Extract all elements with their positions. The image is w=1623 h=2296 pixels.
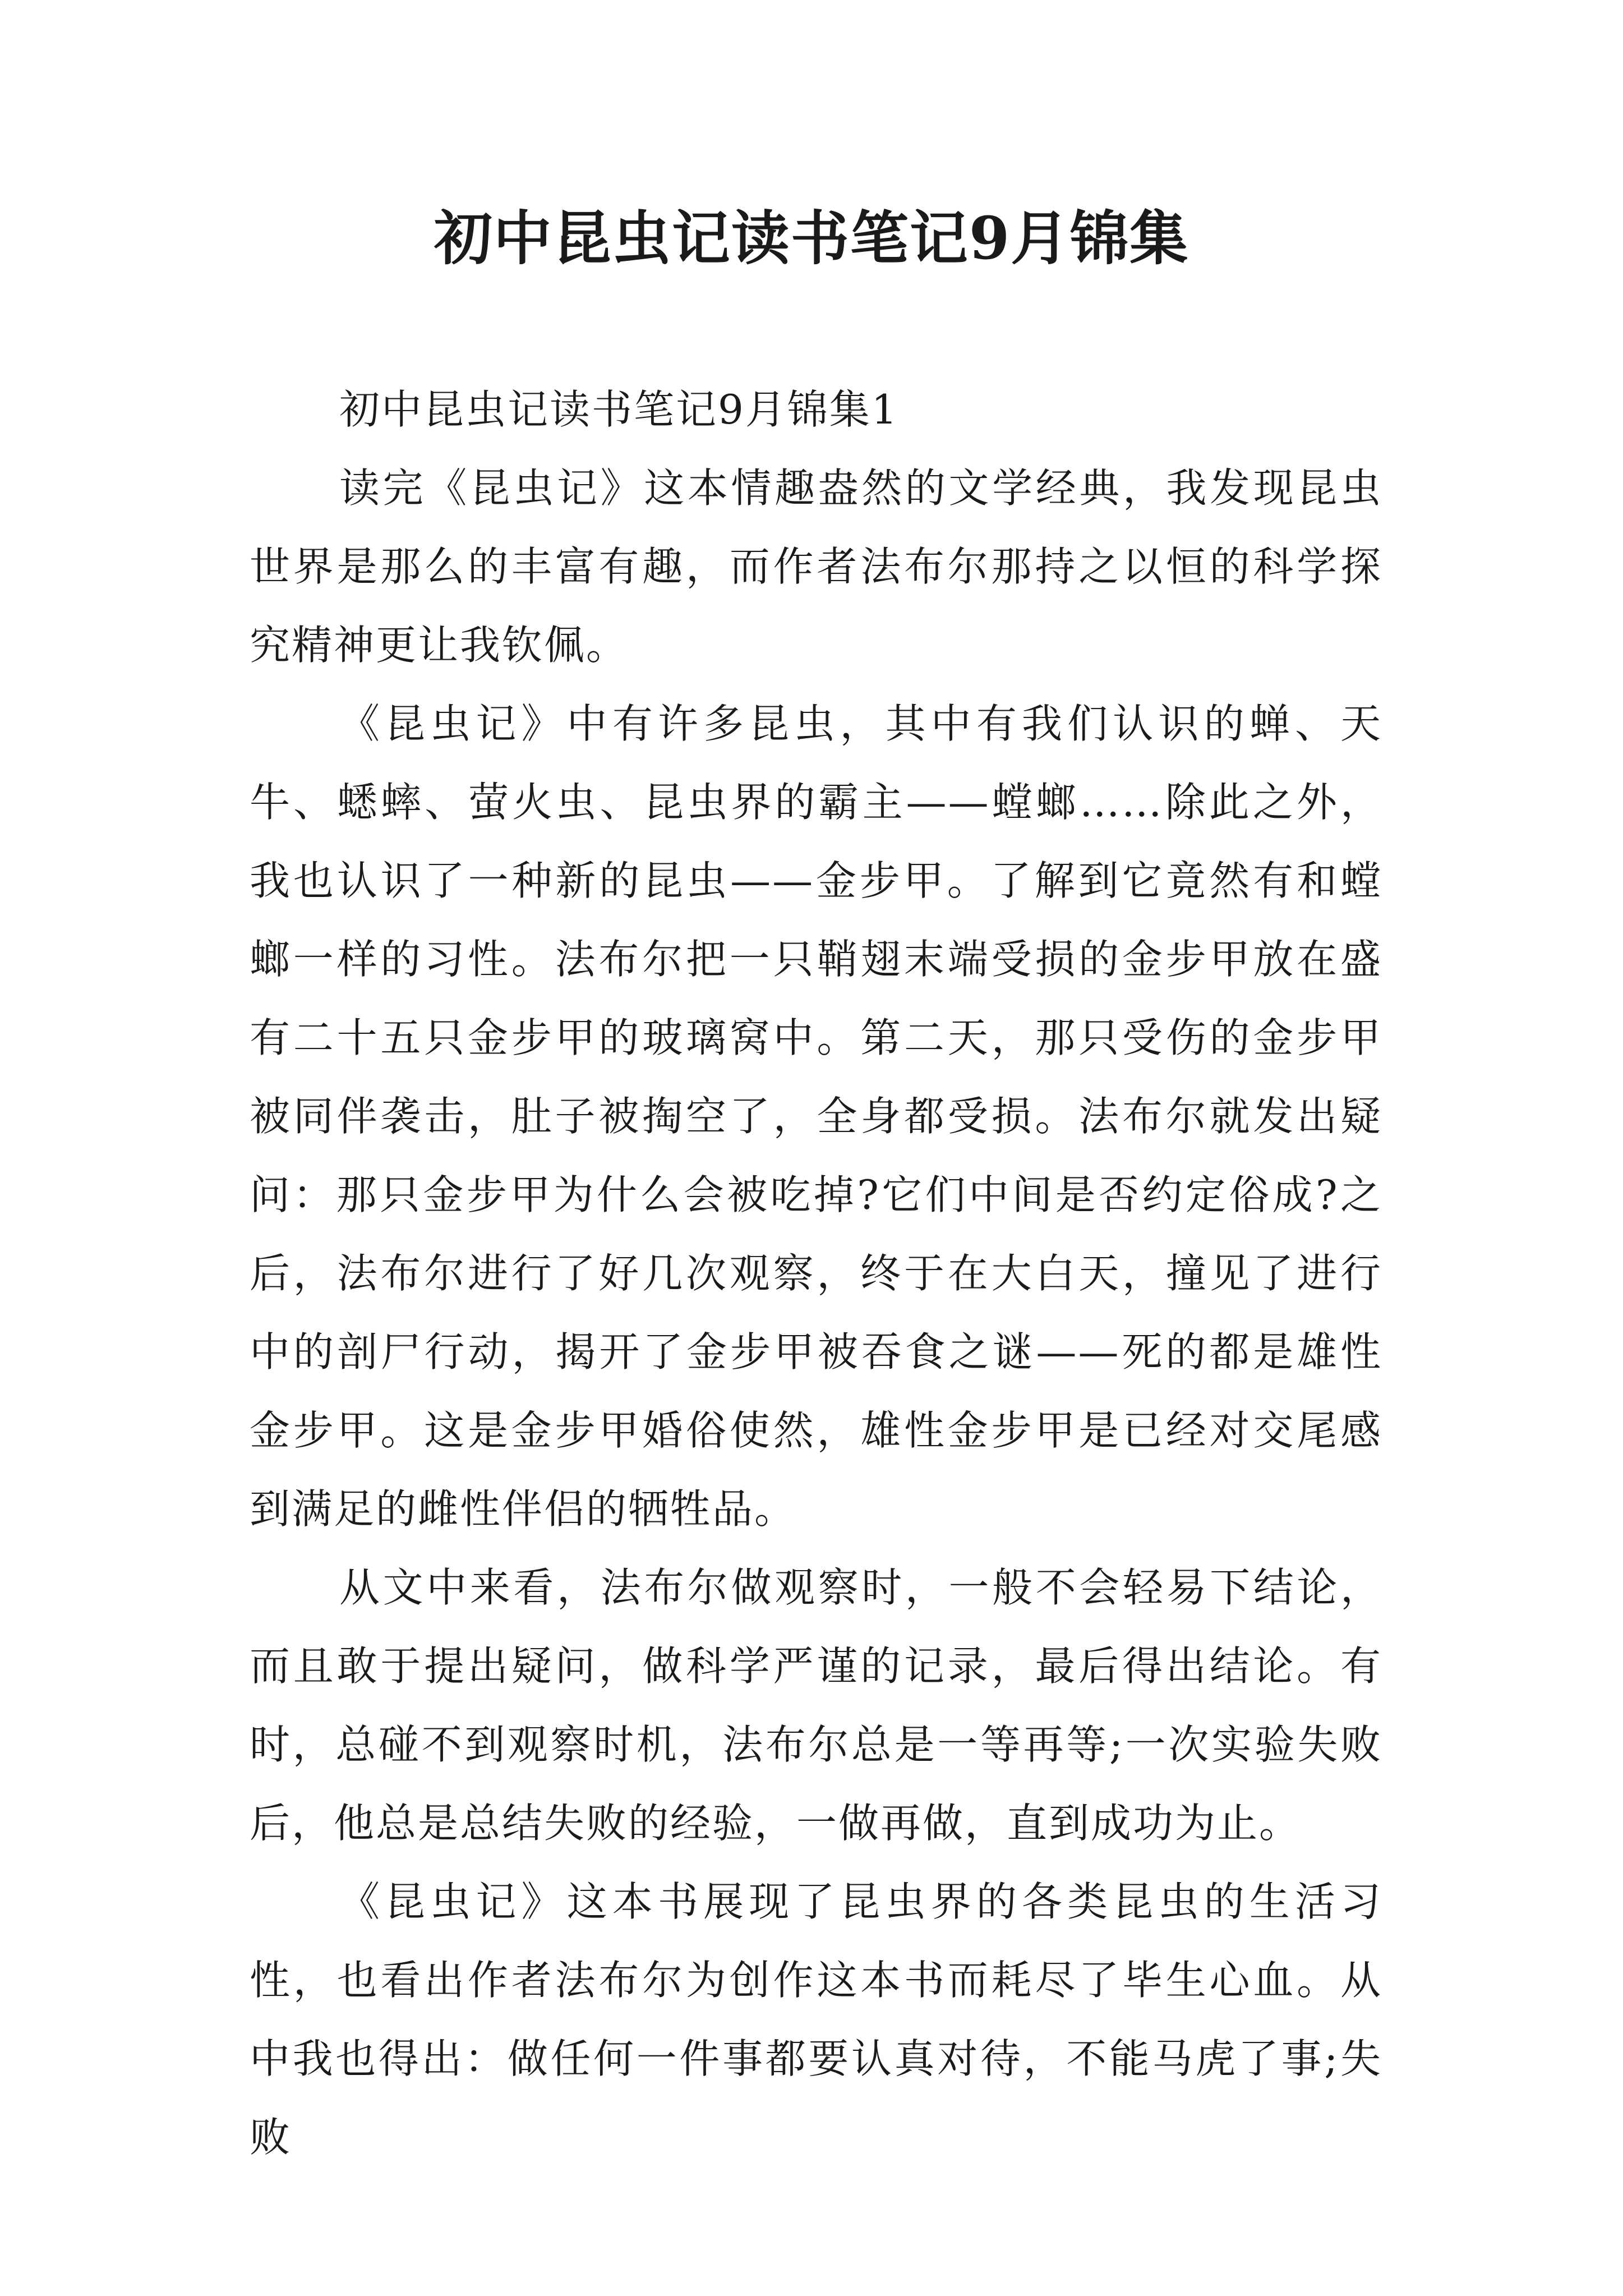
- document-title: 初中昆虫记读书笔记9月锦集: [434, 204, 1189, 273]
- paragraph: 《昆虫记》这本书展现了昆虫界的各类昆虫的生活习性，也看出作者法布尔为创作这本书而耗尽了毕生心血。从中我也得出：做任何一件事都要认真对待，不能马虎了事;失败: [250, 1878, 1382, 2161]
- paragraph: 读完《昆虫记》这本情趣盎然的文学经典，我发现昆虫世界是那么的丰富有趣，而作者法布尔那持之以恒的科学探究精神更让我钦佩。: [250, 464, 1382, 669]
- paragraph: 从文中来看，法布尔做观察时，一般不会轻易下结论，而且敢于提出疑问，做科学严谨的记录，最后得出结论。有时，总碰不到观察时机，法布尔总是一等再等;一次实验失败后，他总是总结失败的经验，一做再做，直到成功为止。: [250, 1564, 1382, 1847]
- paragraph: 《昆虫记》中有许多昆虫，其中有我们认识的蝉、天牛、蟋蟀、萤火虫、昆虫界的霸主——螳螂……除此之外，我也认识了一种新的昆虫——金步甲。了解到它竟然有和螳螂一样的习性。法布尔把一只鞘翅末端受损的金步甲放在盛有二十五只金步甲的玻璃窝中。第二天，那只受伤的金步甲被同伴袭击，肚子被掏空了，全身都受损。法布尔就发出疑问：那只金步甲为什么会被吃掉?它们中间是否约定俗成?之后，法布尔进行了好几次观察，终于在大白天，撞见了进行中的剖尸行动，揭开了金步甲被吞食之谜——死的都是雄性金步甲。这是金步甲婚俗使然，雄性金步甲是已经对交尾感到满足的雌性伴侣的牺牲品。: [250, 700, 1382, 1533]
- section-heading: 初中昆虫记读书笔记9月锦集1: [339, 386, 899, 433]
- document-body: [250, 370, 1382, 2177]
